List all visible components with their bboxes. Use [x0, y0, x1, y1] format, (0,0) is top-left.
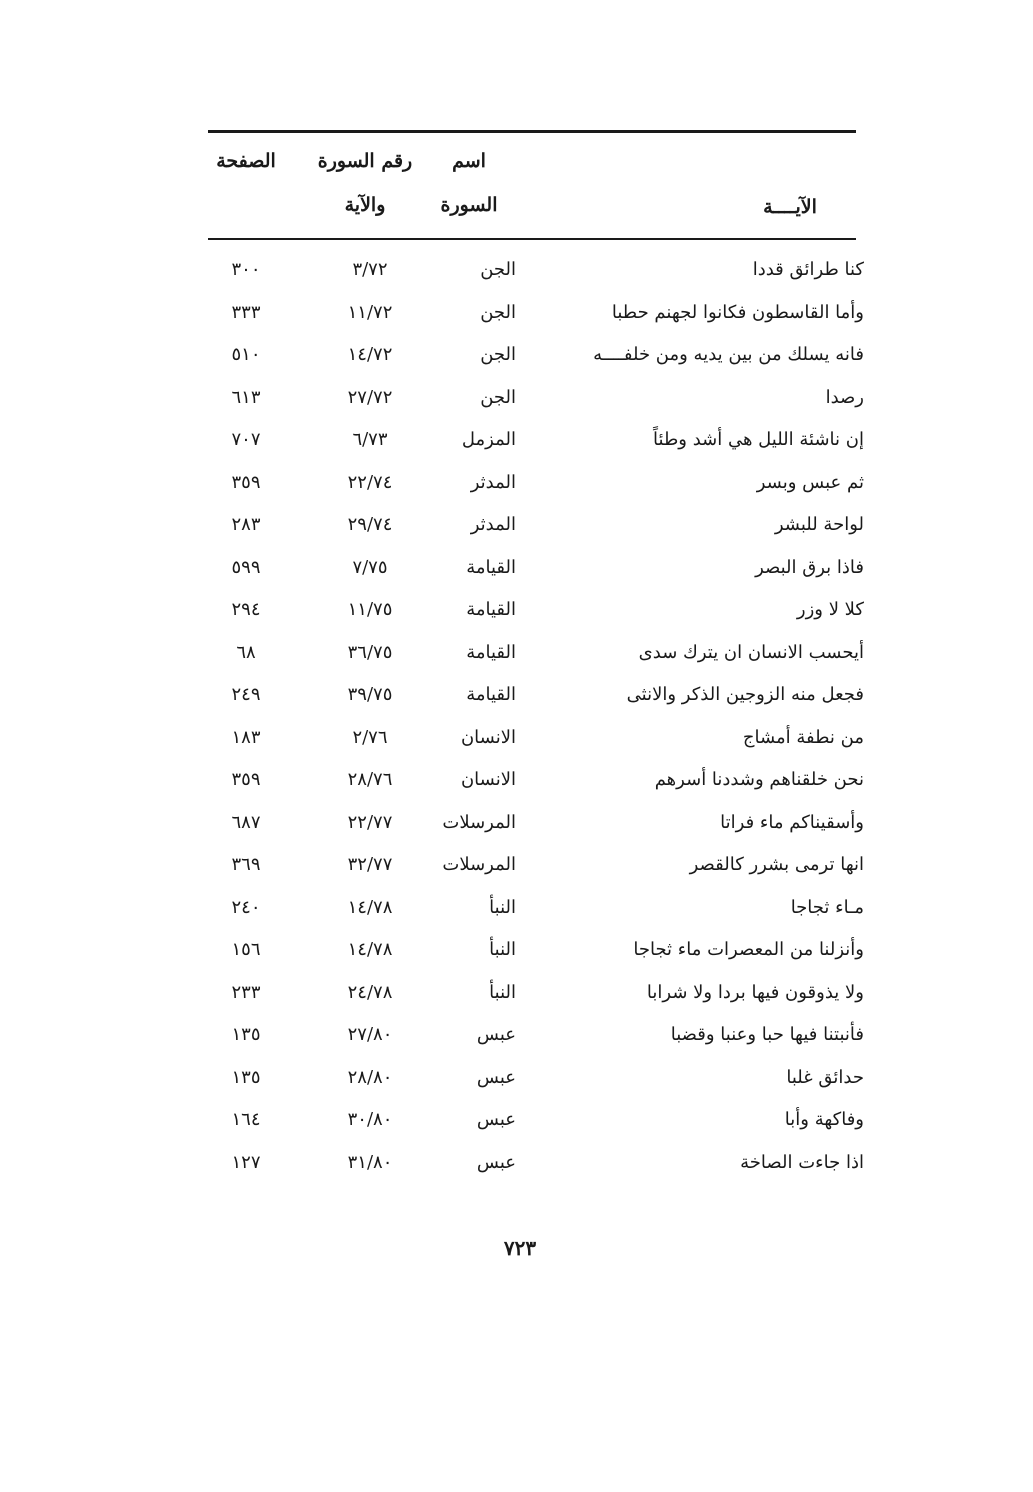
table-row — [0, 929, 1033, 972]
table-row — [0, 504, 1033, 547]
verse-cell: انها ترمى بشرر كالقصر — [689, 854, 864, 875]
surah-cell: الانسان — [460, 769, 516, 790]
table-row — [0, 249, 1033, 292]
page-cell: ٢٤٩ — [231, 684, 261, 705]
surah-verse-number-cell: ٢٩/٧٤ — [347, 514, 393, 535]
verse-cell: رصدا — [825, 386, 864, 408]
verse-cell: وأما القاسطون فكانوا لجهنم حطبا — [611, 301, 864, 323]
table-row — [0, 1057, 1033, 1100]
table-row — [0, 1099, 1033, 1142]
table-row — [0, 1014, 1033, 1057]
surah-cell: الانسان — [460, 726, 516, 748]
page-cell: ١٣٥ — [231, 1024, 261, 1045]
surah-verse-number-cell: ٣/٧٢ — [352, 259, 388, 280]
surah-cell: المرسلات — [442, 854, 516, 875]
surah-verse-number-cell: ١٤/٧٨ — [347, 896, 393, 918]
page-number: ٧٢٣ — [503, 1236, 537, 1260]
verse-cell: مـاء ثجاجا — [790, 896, 864, 918]
verse-cell: فاذا برق البصر — [755, 556, 864, 578]
page-cell: ٦٨ — [236, 641, 256, 663]
surah-cell: الجن — [480, 259, 516, 280]
surah-cell: النبأ — [489, 939, 516, 960]
surah-verse-number-cell: ١١/٧٥ — [347, 599, 393, 620]
page-cell: ٣٥٩ — [231, 471, 261, 493]
surah-verse-number-cell: ٢٢/٧٤ — [347, 471, 393, 493]
verse-cell: من نطفة أمشاج — [742, 726, 864, 748]
header-surah-line1: اسم — [452, 150, 486, 172]
verse-cell: اذا جاءت الصاخة — [740, 1151, 864, 1173]
surah-verse-number-cell: ٣٩/٧٥ — [347, 684, 393, 705]
surah-verse-number-cell: ٣٠/٨٠ — [347, 1109, 393, 1130]
surah-cell: المرسلات — [442, 811, 516, 833]
page-cell: ٣٠٠ — [231, 259, 261, 280]
page-cell: ٦٨٧ — [231, 811, 261, 833]
page-cell: ١٦٤ — [231, 1109, 261, 1130]
verse-cell: ثم عبس وبسر — [756, 471, 864, 493]
table-row — [0, 334, 1033, 377]
page-cell: ٦١٣ — [231, 386, 261, 408]
surah-verse-number-cell: ٧/٧٥ — [352, 556, 388, 578]
surah-cell: الجن — [480, 301, 516, 323]
table-row — [0, 292, 1033, 335]
verse-cell: نحن خلقناهم وشددنا أسرهم — [654, 769, 864, 790]
table-row — [0, 717, 1033, 760]
surah-cell: الجن — [480, 386, 516, 408]
page-cell: ١٨٣ — [231, 726, 261, 748]
page-cell: ٣٦٩ — [231, 854, 261, 875]
header-surah-line2: السورة — [440, 194, 498, 216]
surah-cell: المزمل — [461, 429, 516, 450]
surah-verse-number-cell: ٣٢/٧٧ — [347, 854, 393, 875]
page-cell: ٢٨٣ — [231, 514, 261, 535]
table-row — [0, 1142, 1033, 1185]
page-cell: ٥٩٩ — [231, 556, 261, 578]
verse-cell: فجعل منه الزوجين الذكر والانثى — [626, 684, 864, 705]
surah-cell: عبس — [476, 1024, 516, 1045]
page-cell: ٢٤٠ — [231, 896, 261, 918]
verse-cell: وأسقيناكم ماء فراتا — [720, 811, 864, 833]
surah-verse-number-cell: ٢٧/٨٠ — [347, 1024, 393, 1045]
verse-cell: كلا لا وزر — [796, 599, 864, 620]
surah-cell: النبأ — [489, 896, 516, 918]
surah-cell: القيامة — [466, 684, 516, 705]
surah-cell: القيامة — [466, 599, 516, 620]
page-cell: ١٥٦ — [231, 939, 261, 960]
verse-cell: فأنبتنا فيها حبا وعنبا وقضبا — [670, 1024, 864, 1045]
header-number-line1: رقم السورة — [317, 150, 413, 172]
page-cell: ١٣٥ — [231, 1066, 261, 1088]
page-cell: ٢٣٣ — [231, 981, 261, 1003]
table-row — [0, 802, 1033, 845]
page-cell: ١٢٧ — [231, 1151, 261, 1173]
table-row — [0, 759, 1033, 802]
surah-cell: الجن — [480, 344, 516, 365]
verse-cell: إن ناشئة الليل هي أشد وطئاً — [653, 429, 864, 450]
header-rule — [208, 238, 856, 240]
surah-verse-number-cell: ١١/٧٢ — [347, 301, 393, 323]
table-row — [0, 462, 1033, 505]
surah-cell: النبأ — [489, 981, 516, 1003]
surah-verse-number-cell: ٢/٧٦ — [352, 726, 388, 748]
table-row — [0, 844, 1033, 887]
table-body — [0, 249, 1033, 1184]
surah-verse-number-cell: ١٤/٧٢ — [347, 344, 393, 365]
surah-verse-number-cell: ٦/٧٣ — [352, 429, 388, 450]
surah-verse-number-cell: ٣١/٨٠ — [347, 1151, 393, 1173]
surah-verse-number-cell: ٢٧/٧٢ — [347, 386, 393, 408]
surah-verse-number-cell: ٢٨/٨٠ — [347, 1066, 393, 1088]
table-row — [0, 972, 1033, 1015]
verse-cell: وأنزلنا من المعصرات ماء ثجاجا — [633, 939, 864, 960]
header-page: الصفحة — [216, 150, 276, 172]
surah-verse-number-cell: ١٤/٧٨ — [347, 939, 393, 960]
surah-verse-number-cell: ٢٤/٧٨ — [347, 981, 393, 1003]
table-row — [0, 632, 1033, 675]
verse-cell: ولا يذوقون فيها بردا ولا شرابا — [646, 981, 864, 1003]
table-row — [0, 887, 1033, 930]
header-verse: الآيــــة — [763, 196, 817, 218]
surah-cell: المدثر — [470, 471, 516, 493]
table-row — [0, 547, 1033, 590]
table-row — [0, 377, 1033, 420]
verse-cell: فانه يسلك من بين يديه ومن خلفــــه — [593, 344, 864, 365]
verse-cell: لواحة للبشر — [774, 514, 864, 535]
header-number-line2: والآية — [344, 194, 386, 216]
top-rule — [208, 130, 856, 133]
surah-cell: عبس — [476, 1066, 516, 1088]
verse-cell: وفاكهة وأبا — [784, 1109, 864, 1130]
surah-verse-number-cell: ٣٦/٧٥ — [347, 641, 393, 663]
page-cell: ٢٩٤ — [231, 599, 261, 620]
verse-cell: كنا طرائق قددا — [752, 259, 864, 280]
surah-cell: عبس — [476, 1151, 516, 1173]
verse-cell: حدائق غلبا — [786, 1066, 864, 1088]
verse-cell: أيحسب الانسان ان يترك سدى — [638, 641, 864, 663]
table-row — [0, 419, 1033, 462]
surah-cell: عبس — [476, 1109, 516, 1130]
surah-verse-number-cell: ٢٢/٧٧ — [347, 811, 393, 833]
surah-cell: المدثر — [470, 514, 516, 535]
surah-cell: القيامة — [466, 641, 516, 663]
surah-verse-number-cell: ٢٨/٧٦ — [347, 769, 393, 790]
page-cell: ٥١٠ — [231, 344, 261, 365]
page-cell: ٣٣٣ — [231, 301, 261, 323]
page-cell: ٣٥٩ — [231, 769, 261, 790]
surah-cell: القيامة — [466, 556, 516, 578]
table-row — [0, 674, 1033, 717]
table-row — [0, 589, 1033, 632]
page-cell: ٧٠٧ — [231, 429, 261, 450]
